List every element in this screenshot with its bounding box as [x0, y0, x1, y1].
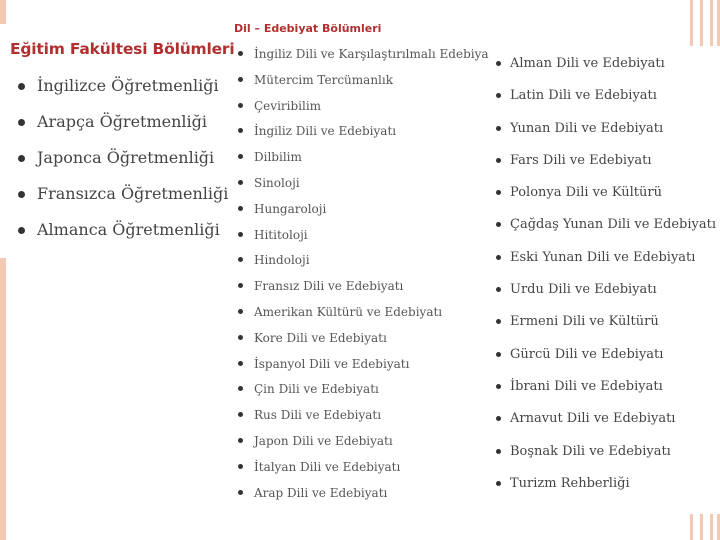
bullet-icon — [238, 386, 243, 391]
bullet-icon — [238, 412, 243, 417]
bullet-icon — [238, 438, 243, 443]
list-item — [496, 82, 716, 114]
department-name: İtalyan Dili ve Edebiyatı — [254, 459, 401, 474]
department-name: İngilizce Öğretmenliği — [37, 76, 219, 95]
department-name: Arnavut Dili ve Edebiyatı — [510, 411, 676, 427]
list-item — [238, 42, 492, 68]
department-name: Latin Dili ve Edebiyatı — [510, 88, 657, 104]
bullet-icon — [18, 119, 25, 126]
list-item — [496, 438, 716, 470]
list-item — [496, 50, 716, 82]
list-item — [496, 244, 716, 276]
bullet-icon — [238, 103, 243, 108]
bullet-icon — [496, 93, 501, 98]
list-item — [238, 197, 492, 223]
department-name: Çeviribilim — [254, 98, 322, 113]
department-name: Sinoloji — [254, 175, 300, 190]
department-name: Eski Yunan Dili ve Edebiyatı — [510, 249, 696, 265]
department-name: Polonya Dili ve Kültürü — [510, 185, 662, 201]
list-item — [496, 308, 716, 340]
bullet-icon — [18, 227, 25, 234]
list-item — [238, 481, 492, 507]
decorative-stripes-top — [688, 0, 720, 46]
department-name: Gürcü Dili ve Edebiyatı — [510, 346, 664, 362]
list-item — [496, 405, 716, 437]
department-name: Dilbilim — [254, 150, 302, 165]
list-item — [238, 145, 492, 171]
list-item — [496, 211, 716, 243]
bullet-icon — [18, 83, 25, 90]
list-item — [18, 72, 228, 108]
bullet-icon — [496, 287, 501, 292]
bullet-icon — [238, 309, 243, 314]
department-name: İspanyol Dili ve Edebiyatı — [254, 356, 410, 371]
bullet-icon — [238, 490, 243, 495]
department-name: Hititoloji — [254, 227, 308, 242]
bullet-icon — [496, 384, 501, 389]
department-name: Amerikan Kültürü ve Edebiyatı — [254, 304, 443, 319]
bullet-icon — [496, 222, 501, 227]
list-item — [496, 470, 716, 502]
list-item — [496, 115, 716, 147]
bullet-icon — [496, 352, 501, 357]
bullet-icon — [238, 361, 243, 366]
language-departments-list — [238, 42, 492, 506]
bullet-icon — [496, 61, 501, 66]
language-literature-title: Dil – Edebiyat Bölümleri — [234, 22, 382, 35]
list-item — [238, 119, 492, 145]
list-item — [238, 403, 492, 429]
bullet-icon — [496, 190, 501, 195]
department-name: Alman Dili ve Edebiyatı — [510, 56, 665, 71]
left-accent-bar — [0, 258, 6, 540]
bullet-icon — [238, 128, 243, 133]
bullet-icon — [496, 126, 501, 131]
bullet-icon — [238, 51, 243, 56]
list-item — [18, 180, 228, 216]
list-item — [238, 94, 492, 120]
bullet-icon — [238, 283, 243, 288]
department-name: Almanca Öğretmenliği — [37, 220, 220, 239]
department-name: Arap Dili ve Edebiyatı — [254, 485, 388, 500]
bullet-icon — [238, 77, 243, 82]
left-accent-bar-top — [0, 0, 6, 24]
list-item — [238, 300, 492, 326]
bullet-icon — [238, 464, 243, 469]
list-item — [496, 341, 716, 373]
bullet-icon — [496, 481, 501, 486]
department-name: Boşnak Dili ve Edebiyatı — [510, 443, 671, 459]
department-name: Yunan Dili ve Edebiyatı — [510, 120, 664, 136]
list-item — [18, 144, 228, 180]
list-item — [18, 108, 228, 144]
bullet-icon — [238, 335, 243, 340]
list-item — [238, 171, 492, 197]
bullet-icon — [238, 232, 243, 237]
bullet-icon — [496, 416, 501, 421]
list-item — [238, 326, 492, 352]
department-name: Kore Dili ve Edebiyatı — [254, 330, 387, 345]
department-name: Japonca Öğretmenliği — [37, 148, 215, 167]
list-item — [496, 276, 716, 308]
department-name: İngiliz Dili ve Karşılaştırılmalı Edebiya — [254, 47, 489, 61]
department-name: Fransızca Öğretmenliği — [37, 184, 229, 203]
list-item — [238, 377, 492, 403]
bullet-icon — [496, 319, 501, 324]
decorative-stripes-bottom — [688, 514, 720, 540]
language-departments-list-continued — [496, 50, 716, 502]
list-item — [496, 179, 716, 211]
list-item — [238, 352, 492, 378]
bullet-icon — [18, 155, 25, 162]
department-name: Arapça Öğretmenliği — [37, 112, 208, 131]
department-name: Hungaroloji — [254, 201, 327, 216]
bullet-icon — [238, 154, 243, 159]
department-name: Fransız Dili ve Edebiyatı — [254, 279, 404, 294]
list-item — [238, 429, 492, 455]
bullet-icon — [238, 206, 243, 211]
department-name: Çağdaş Yunan Dili ve Edebiyatı — [510, 217, 717, 233]
list-item — [18, 216, 228, 252]
list-item — [238, 455, 492, 481]
list-item — [238, 248, 492, 274]
department-name: İngiliz Dili ve Edebiyatı — [254, 124, 397, 139]
list-item — [496, 373, 716, 405]
bullet-icon — [496, 255, 501, 260]
department-name: Urdu Dili ve Edebiyatı — [510, 282, 657, 298]
bullet-icon — [496, 158, 501, 163]
department-name: İbrani Dili ve Edebiyatı — [510, 378, 663, 394]
department-name: Mütercim Tercümanlık — [254, 72, 393, 87]
education-faculty-title: Eğitim Fakültesi Bölümleri — [10, 40, 235, 58]
department-name: Japon Dili ve Edebiyatı — [254, 433, 393, 448]
bullet-icon — [496, 449, 501, 454]
education-departments-list — [18, 72, 228, 252]
list-item — [238, 274, 492, 300]
list-item — [238, 223, 492, 249]
department-name: Hindoloji — [254, 253, 310, 268]
bullet-icon — [18, 191, 25, 198]
list-item — [496, 147, 716, 179]
bullet-icon — [238, 257, 243, 262]
department-name: Rus Dili ve Edebiyatı — [254, 408, 382, 423]
department-name: Fars Dili ve Edebiyatı — [510, 152, 652, 168]
department-name: Turizm Rehberliği — [510, 475, 630, 491]
department-name: Ermeni Dili ve Kültürü — [510, 314, 659, 330]
list-item — [238, 68, 492, 94]
bullet-icon — [238, 180, 243, 185]
department-name: Çin Dili ve Edebiyatı — [254, 382, 379, 397]
